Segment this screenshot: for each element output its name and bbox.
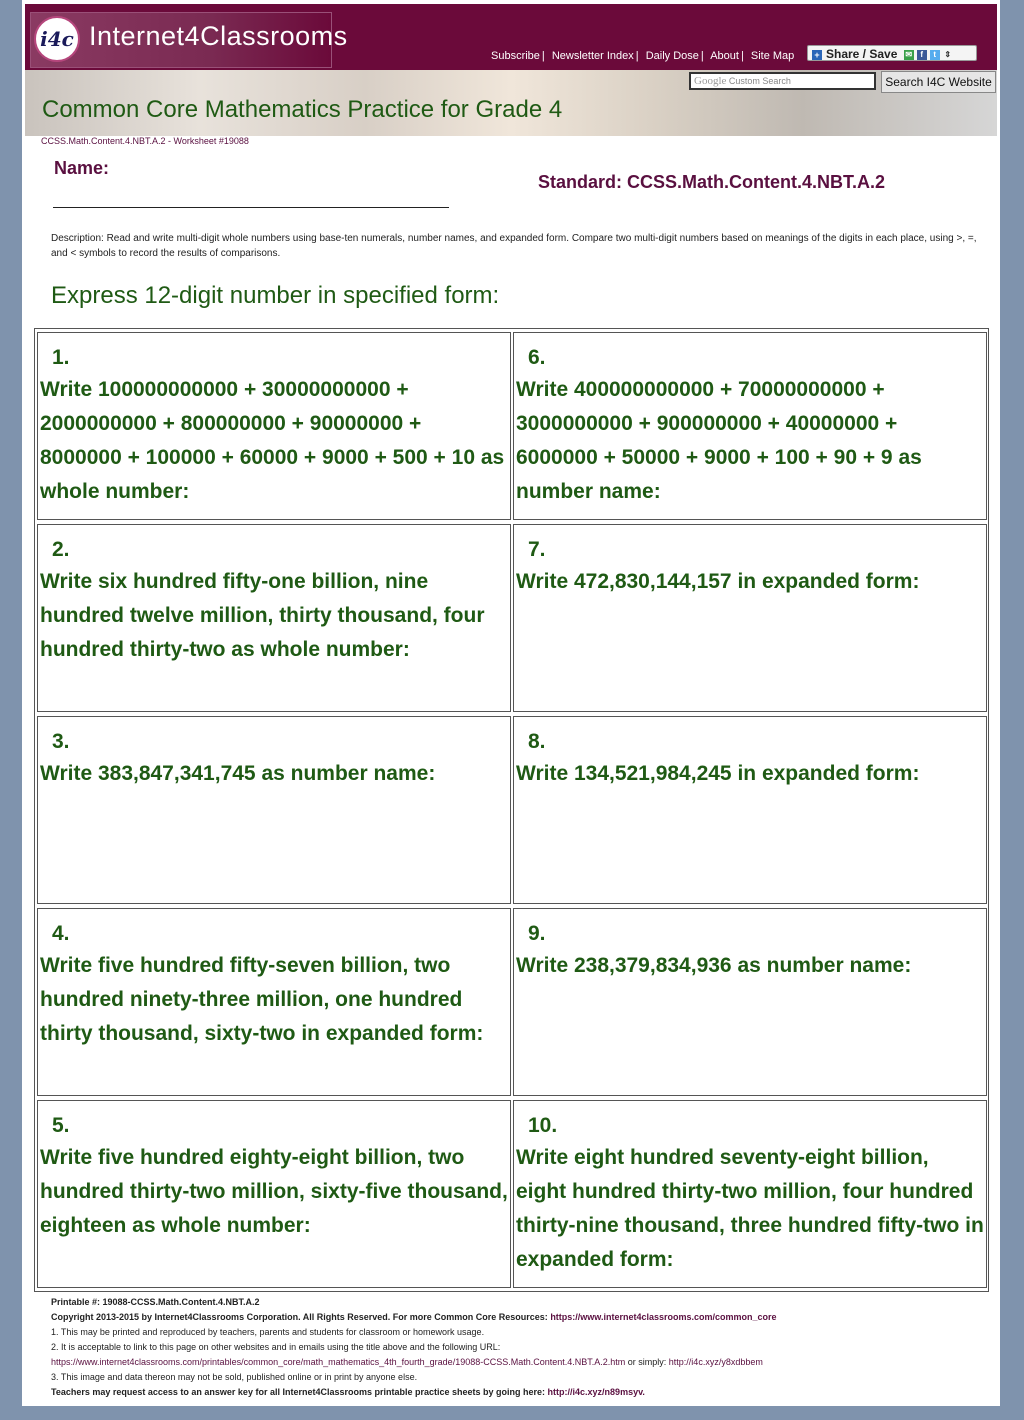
answer-key-link[interactable]: http://i4c.xyz/n89msyv. [547, 1387, 645, 1397]
nav-subscribe[interactable]: Subscribe [491, 50, 540, 62]
question-number: 2. [52, 538, 70, 561]
nav-newsletter-index[interactable]: Newsletter Index [551, 50, 634, 62]
question-cell [513, 1100, 987, 1288]
question-grid [34, 328, 989, 1292]
usage-line-3: 3. This image and data thereon may not be sold, published online or in print by anyone else. [51, 1372, 418, 1382]
answer-key-text: Teachers may request access to an answer key for all Internet4Classrooms printable practice sheets by going here: [51, 1387, 546, 1397]
site-logo[interactable] [30, 12, 348, 68]
instruction: Express 12-digit number in specified form: [51, 282, 500, 309]
standard-label: Standard: CCSS.Math.Content.4.NBT.A.2 [538, 172, 886, 192]
question-number: 5. [52, 1114, 70, 1137]
question-cell [37, 1100, 511, 1288]
printable-number: Printable #: 19088-CCSS.Math.Content.4.NBT.A.2 [51, 1297, 260, 1307]
search-input[interactable] [689, 72, 876, 90]
question-text: Write 400000000000 + 70000000000 + 3000000000 + 900000000 + 40000000 + 6000000 + 50000 + 9000 + 100 + 90 + 9 as number name: [516, 378, 922, 503]
common-core-link[interactable]: https://www.internet4classrooms.com/common_core [550, 1312, 777, 1322]
logo-text: Internet4Classrooms [89, 21, 348, 51]
question-text: Write five hundred fifty-seven billion, two hundred ninety-three million, one hundred thirty thousand, sixty-two in expanded form: [40, 954, 484, 1045]
copyright-line [51, 1310, 991, 1325]
site-header [25, 4, 997, 70]
question-cell [513, 716, 987, 904]
footer [51, 1295, 991, 1400]
breadcrumb: CCSS.Math.Content.4.NBT.A.2 - Worksheet #19088 [41, 136, 249, 146]
question-text: Write six hundred fifty-one billion, nine hundred twelve million, thirty thousand, four hundred thirty-two as whole number: [40, 570, 485, 661]
search-button[interactable]: Search I4C Website [881, 71, 996, 93]
question-text: Write 100000000000 + 30000000000 + 2000000000 + 800000000 + 90000000 + 8000000 + 100000 + 60000 + 9000 + 500 + 10 as whole number: [40, 378, 505, 503]
question-number: 8. [528, 730, 546, 753]
question-text: Write 238,379,834,936 as number name: [516, 954, 912, 977]
question-cell [37, 524, 511, 712]
question-cell [37, 716, 511, 904]
name-label: Name: [54, 158, 110, 178]
worksheet-url-link[interactable]: https://www.internet4classrooms.com/printables/common_core/math_mathematics_4th_fourth_grade/19088-CCSS.Math.Content.4.NBT.A.2.htm [51, 1357, 626, 1367]
question-text: Write five hundred eighty-eight billion, two hundred thirty-two million, sixty-five thousand, eighteen as whole number: [40, 1146, 508, 1237]
question-number: 6. [528, 346, 546, 369]
nav-site-map[interactable]: Site Map [750, 50, 795, 62]
top-nav: Subscribe | Newsletter Index | Daily Dose | About | Site Map [491, 50, 795, 62]
question-text: Write 472,830,144,157 in expanded form: [516, 570, 920, 593]
question-text: Write 134,521,984,245 in expanded form: [516, 762, 920, 785]
dropdown-arrows-icon: ⇕ [944, 49, 952, 59]
question-number: 10. [528, 1114, 558, 1137]
question-cell [513, 524, 987, 712]
nav-daily-dose[interactable]: Daily Dose [645, 50, 699, 62]
facebook-icon: f [917, 50, 927, 60]
plus-icon: + [812, 50, 822, 60]
question-number: 9. [528, 922, 546, 945]
question-cell [37, 332, 511, 520]
copyright-text: Copyright 2013-2015 by Internet4Classrooms Corporation. All Rights Reserved. For more Common Core Resources: [51, 1312, 548, 1322]
page-title: Common Core Mathematics Practice for Grade 4 [42, 96, 563, 123]
name-line [53, 185, 449, 208]
question-cell [37, 908, 511, 1096]
url-line [51, 1355, 991, 1370]
worksheet-page [22, 0, 1000, 1406]
question-cell [513, 332, 987, 520]
question-number: 3. [52, 730, 70, 753]
question-number: 7. [528, 538, 546, 561]
share-save-label: Share / Save [826, 47, 898, 61]
search-placeholder: Custom Search [728, 76, 791, 86]
question-number: 1. [52, 346, 70, 369]
share-email-icon: ✉ [905, 49, 913, 59]
google-logo: Google [694, 75, 727, 87]
answer-key-line [51, 1385, 991, 1400]
nav-about[interactable]: About [710, 50, 739, 62]
question-number: 4. [52, 922, 70, 945]
question-text: Write eight hundred seventy-eight billion, eight hundred thirty-two million, four hundred thirty-nine thousand, three hundred fifty-two in expanded form: [516, 1146, 984, 1271]
short-url-link[interactable]: http://i4c.xyz/y8xdbbem [668, 1357, 763, 1367]
usage-line-2: 2. It is acceptable to link to this page on other websites and in emails using the title above and the following URL: [51, 1342, 501, 1352]
question-cell [513, 908, 987, 1096]
usage-line-1: 1. This may be printed and reproduced by teachers, parents and students for classroom or homework usage. [51, 1327, 485, 1337]
share-save-button[interactable] [807, 45, 977, 61]
banner [25, 70, 997, 136]
description: Description: Read and write multi-digit whole numbers using base-ten numerals, number names, and expanded form. Compare two multi-digit numbers based on meanings of the digits in each place, using >, =, and < symbols to record the results of comparisons. [51, 233, 977, 259]
question-text: Write 383,847,341,745 as number name: [40, 762, 436, 785]
logo-badge-icon: i4c [34, 16, 80, 62]
twitter-icon: t [930, 50, 940, 60]
or-simply-text: or simply: [625, 1357, 669, 1367]
